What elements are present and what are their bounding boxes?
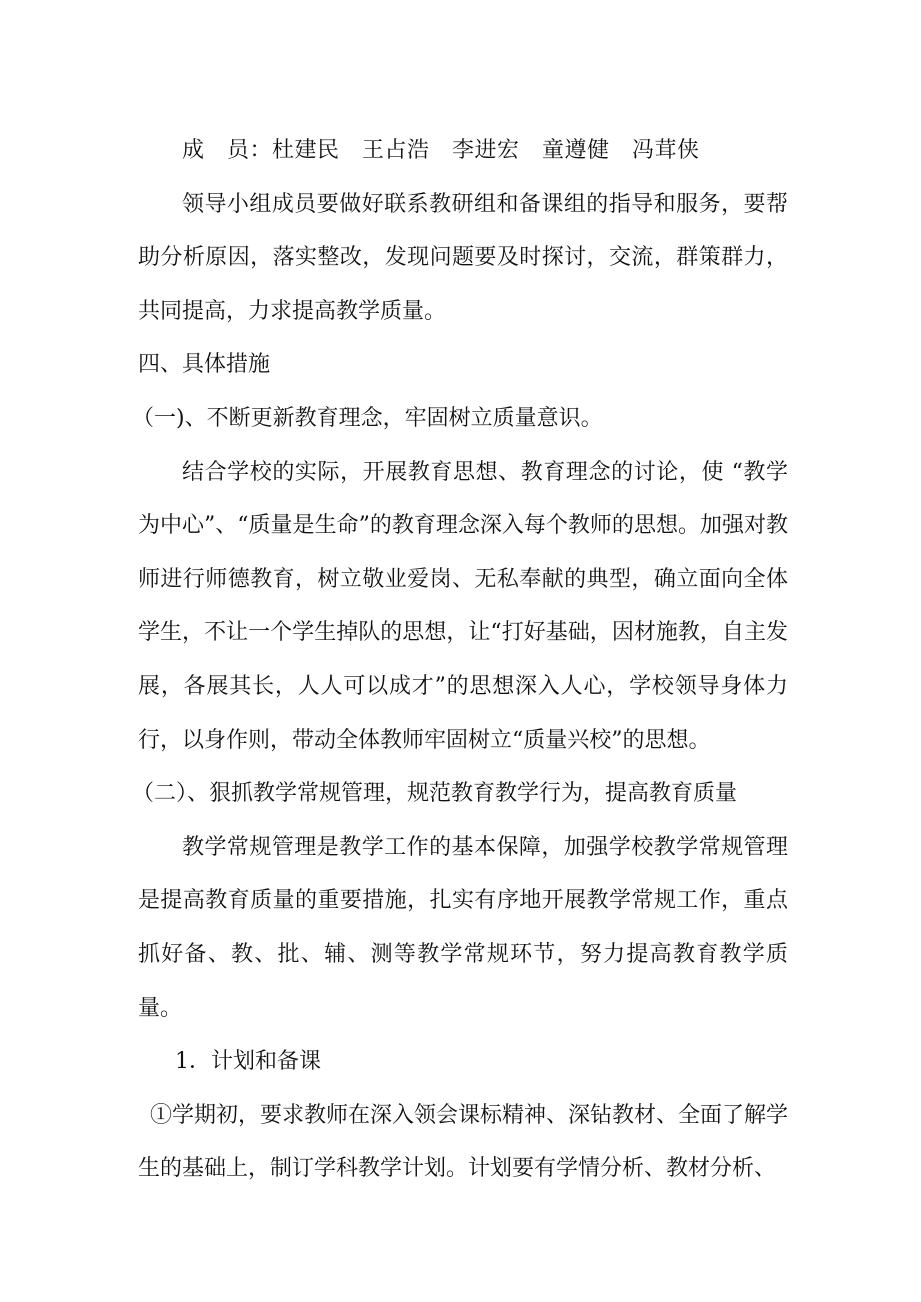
semester-plan-paragraph: ①学期初，要求教师在深入领会课标精神、深钻教材、全面了解学生的基础上，制订学科教学计划。计划要有学情分析、教材分析、 — [138, 1102, 789, 1182]
item-heading-plan: 1．计划和备课 — [175, 1049, 321, 1075]
subheading-2: （二）、狠抓教学常规管理，规范教育教学行为，提高教育质量 — [132, 781, 738, 807]
concept-paragraph: 结合学校的实际，开展教育思想、教育理念的讨论，使 “教学为中心”、“质量是生命”的教育理念深入每个教师的思想。加强对教师进行师德教育，树立敬业爱岗、无私奉献的典型，确立面向全体学生，不让一个学生掉队的思想，让“打好基础，因材施教，自主发展，各展其长，人人可以成才”的思想深入人心，学校领导身体力行，以身作则，带动全体教师牢固树立“质量兴校”的思想。 — [138, 459, 788, 753]
document-body — [132, 124, 789, 1196]
members-line: 成 员：杜建民 王占浩 李进宏 童遵健 冯茸侠 — [182, 138, 700, 163]
leadership-paragraph: 领导小组成员要做好联系教研组和备课组的指导和服务，要帮助分析原因，落实整改，发现问题要及时探讨，交流，群策群力，共同提高，力求提高教学质量。 — [138, 191, 788, 324]
section-heading-measures: 四、具体措施 — [138, 352, 271, 378]
subheading-1: （一)、不断更新教育理念，牢固树立质量意识。 — [132, 405, 603, 431]
routine-management-paragraph: 教学常规管理是教学工作的基本保障，加强学校教学常规管理是提高教育质量的重要措施，扎实有序地开展教学常规工作，重点抓好备、教、批、辅、测等教学常规环节，努力提高教育教学质量。 — [138, 834, 788, 1021]
